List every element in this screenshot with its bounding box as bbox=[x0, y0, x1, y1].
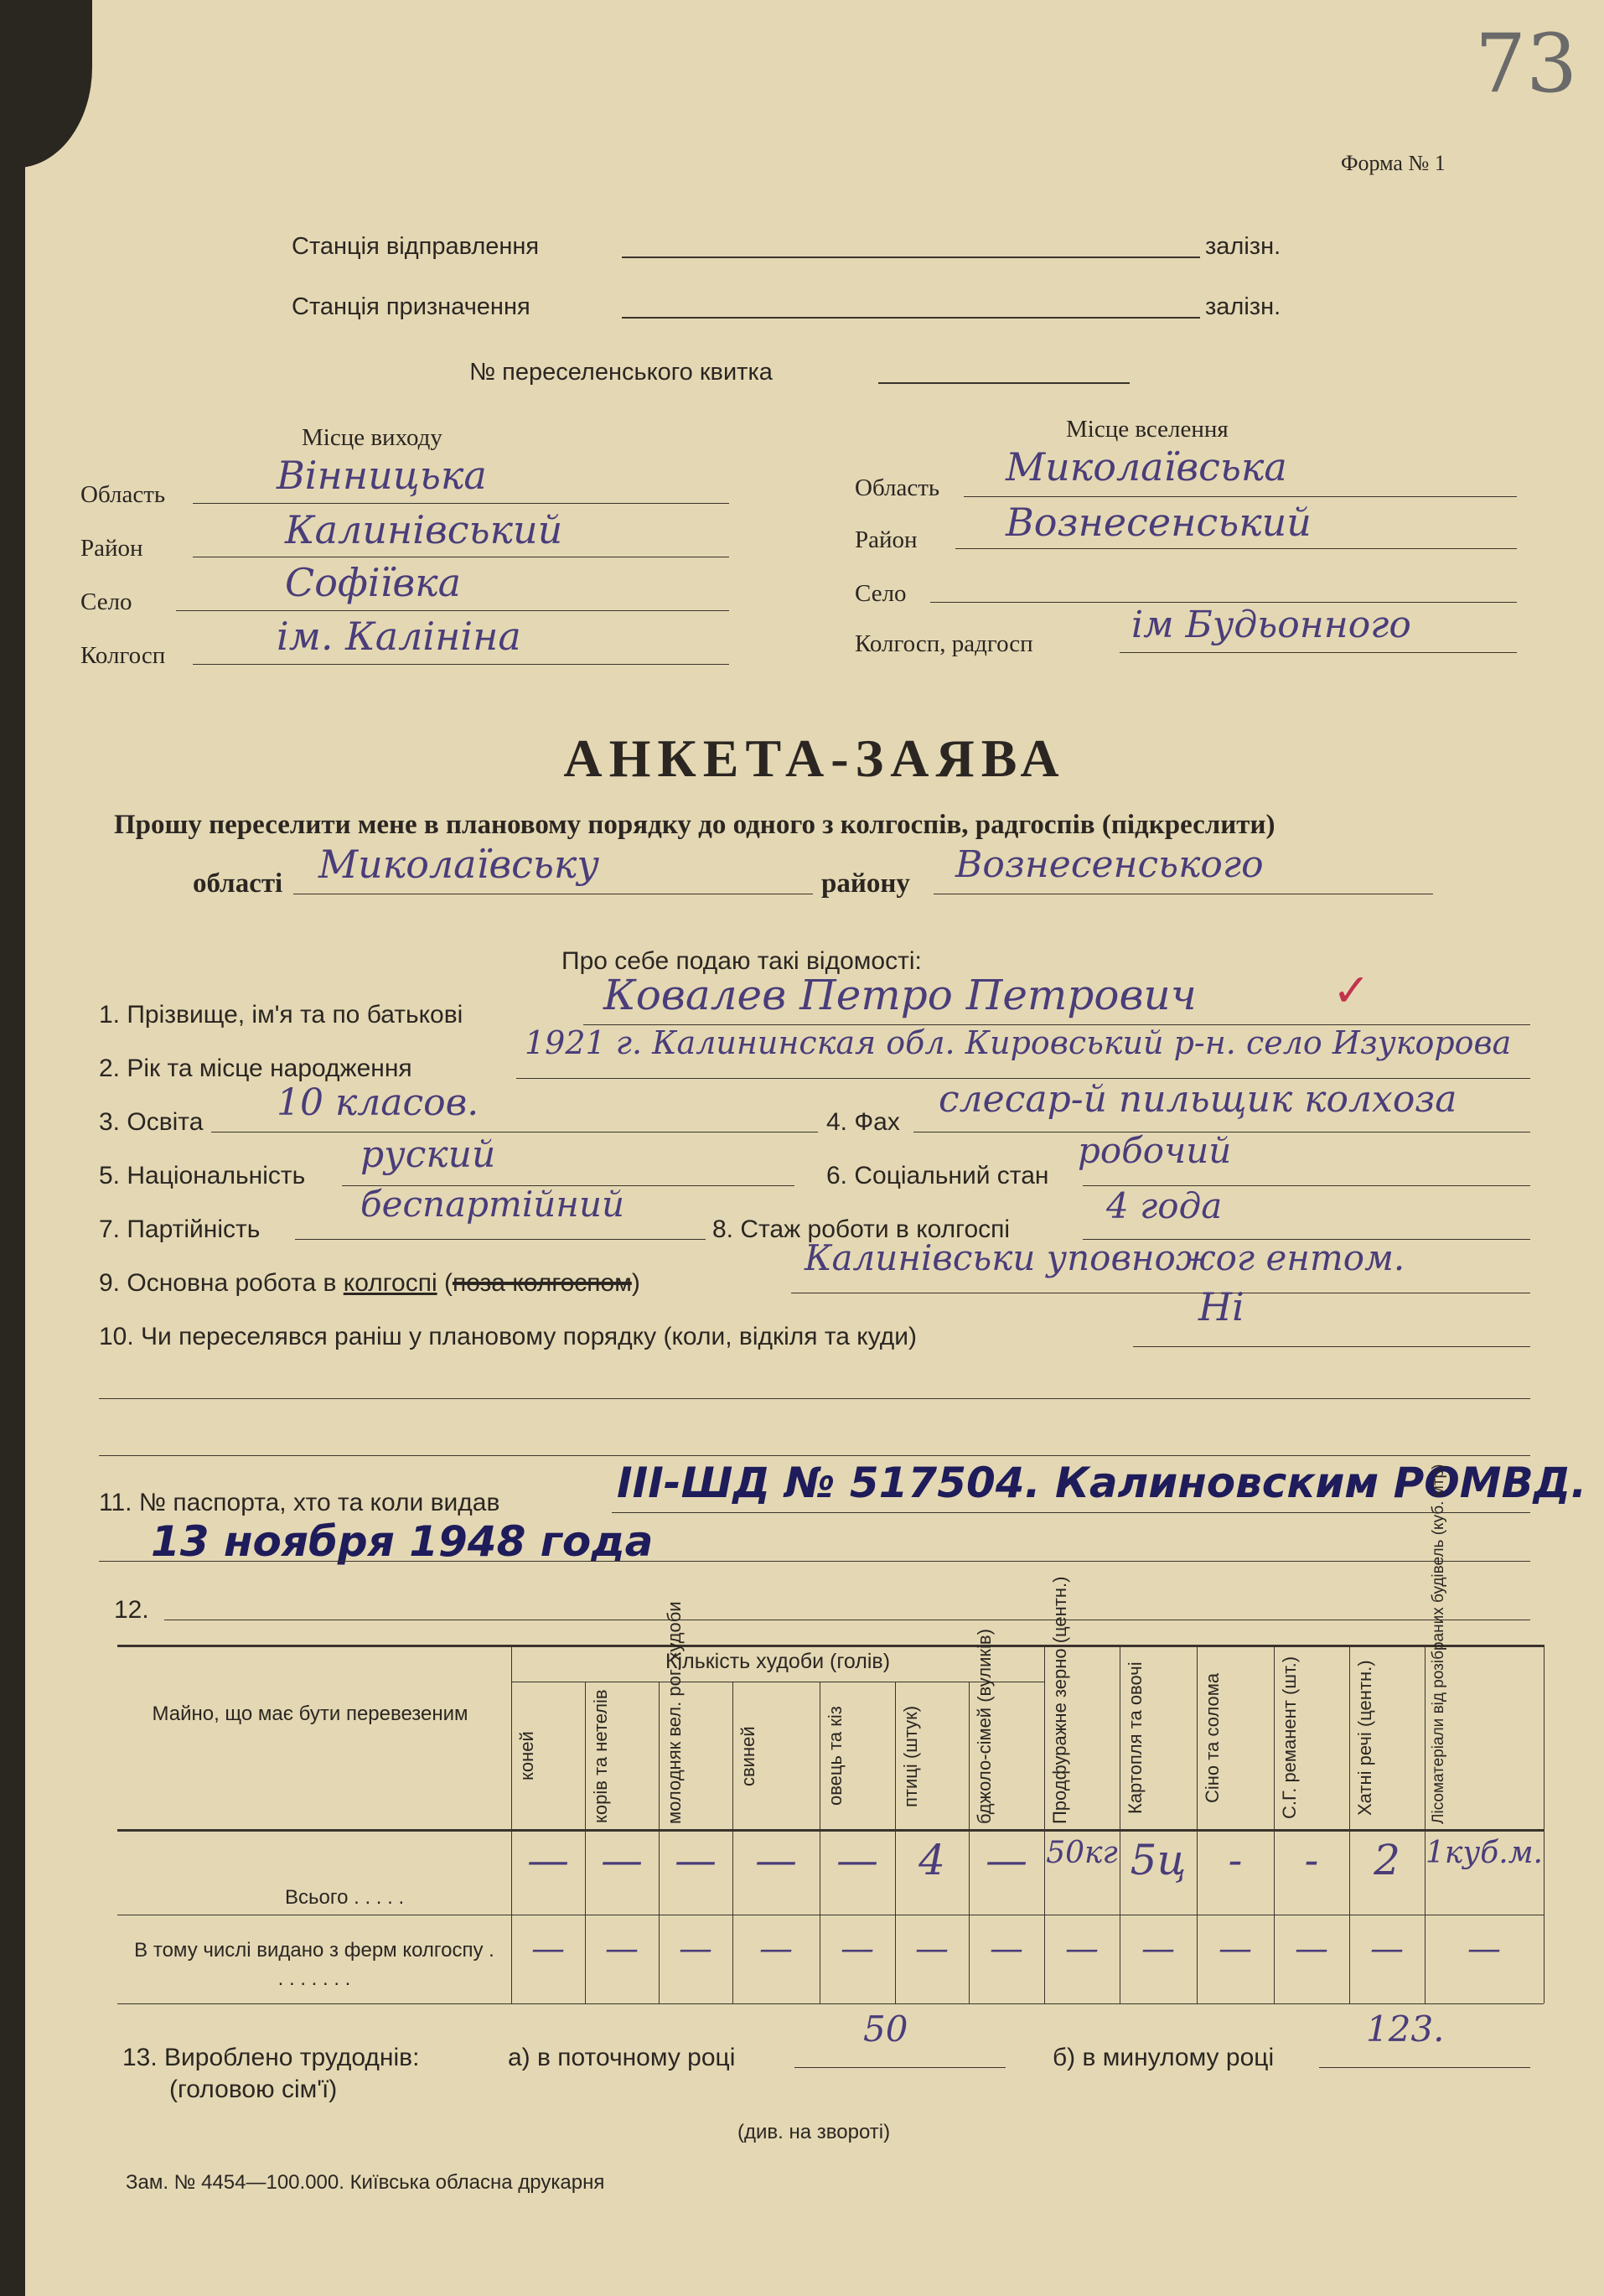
request-raion-label: району bbox=[821, 868, 910, 899]
ferm-cell: — bbox=[841, 1930, 874, 1968]
total-cell: 4 bbox=[918, 1836, 945, 1884]
table-column-header: коней bbox=[516, 1731, 537, 1781]
dest-oblast-label: Область bbox=[855, 474, 940, 501]
field-8-value: 4 года bbox=[1106, 1185, 1223, 1226]
origin-kolhosp-value: ім. Калініна bbox=[277, 614, 521, 659]
table-column-header: молодняк вел. рог. худоби bbox=[664, 1601, 685, 1824]
ferm-cell: — bbox=[1467, 1930, 1501, 1968]
request-oblast-value: Миколаївську bbox=[318, 842, 600, 887]
table-group-header: Кількість худоби (голів) bbox=[665, 1650, 891, 1673]
form-number: Форма № 1 bbox=[1341, 151, 1446, 175]
workdays-prev-label: б) в минулому році bbox=[1053, 2044, 1275, 2071]
ferm-cell: — bbox=[990, 1930, 1023, 1968]
form-sheet bbox=[25, 0, 1604, 2296]
total-cell: 50кг bbox=[1046, 1836, 1118, 1870]
origin-selo-line bbox=[176, 610, 729, 611]
ferm-cell: — bbox=[1065, 1930, 1099, 1968]
total-cell: — bbox=[836, 1836, 878, 1884]
workdays-current-label: а) в поточному році bbox=[508, 2044, 736, 2071]
field-12-label: 12. bbox=[114, 1596, 149, 1624]
field-7-line bbox=[295, 1239, 706, 1240]
workdays-current-line bbox=[794, 2067, 1006, 2068]
field-2-label: 2. Рік та місце народження bbox=[99, 1055, 412, 1082]
ferm-cell: — bbox=[605, 1930, 639, 1968]
total-cell: - bbox=[1228, 1836, 1243, 1884]
workdays-current-value: 50 bbox=[863, 2008, 908, 2050]
dest-raion-line bbox=[955, 548, 1517, 549]
field-1-value: Ковалев Петро Петрович bbox=[603, 971, 1197, 1019]
table-column-header: свиней bbox=[737, 1726, 758, 1786]
table-column-header: Картопля та овочі bbox=[1125, 1661, 1146, 1814]
form-title: АНКЕТА-ЗАЯВА bbox=[563, 728, 1066, 788]
station-departure-suffix: залізн. bbox=[1205, 233, 1281, 260]
table-column-header: Лісоматеріали від розібраних будівель (куб. мтр) bbox=[1430, 1464, 1447, 1824]
ferm-cell: — bbox=[1219, 1930, 1252, 1968]
origin-raion-value: Калинівський bbox=[285, 507, 563, 552]
field-10-line-2 bbox=[99, 1398, 1530, 1399]
field-7-label: 7. Партійність bbox=[99, 1215, 261, 1243]
dest-selo-label: Село bbox=[855, 580, 907, 607]
ticket-line bbox=[878, 382, 1130, 384]
table-column-header: птиці (штук) bbox=[900, 1705, 921, 1807]
field-10-line bbox=[1133, 1346, 1530, 1347]
ticket-label: № переселенського квитка bbox=[469, 359, 773, 386]
ferm-cell: — bbox=[1370, 1930, 1404, 1968]
station-departure-line bbox=[622, 257, 1200, 258]
field-7-value: беспартійний bbox=[360, 1184, 625, 1225]
origin-oblast-label: Область bbox=[80, 481, 166, 508]
torn-corner bbox=[0, 0, 92, 168]
request-raion-value: Вознесенського bbox=[955, 843, 1264, 886]
dest-kolhosp-label: Колгосп, радгосп bbox=[855, 630, 1033, 657]
table-column-header: Продфуражне зерно (центн.) bbox=[1049, 1576, 1070, 1824]
overleaf-note: (див. на звороті) bbox=[737, 2121, 891, 2143]
destination-heading: Місце вселення bbox=[1066, 416, 1229, 443]
table-column-header: овець та кіз bbox=[825, 1706, 846, 1806]
station-arrival-label: Станція призначення bbox=[292, 293, 530, 320]
request-text: Прошу переселити мене в плановому порядку до одного з колгоспів, радгоспів (підкреслити) bbox=[114, 810, 1275, 840]
total-cell: — bbox=[601, 1836, 643, 1884]
field-11-line bbox=[612, 1512, 1530, 1513]
station-arrival-line bbox=[622, 317, 1200, 319]
origin-kolhosp-label: Колгосп bbox=[80, 642, 166, 669]
total-cell: — bbox=[986, 1836, 1027, 1884]
field-6-value: робочий bbox=[1078, 1130, 1232, 1171]
field-1-label: 1. Прізвище, ім'я та по батькові bbox=[99, 1001, 463, 1029]
station-arrival-suffix: залізн. bbox=[1205, 293, 1281, 320]
field-3-label: 3. Освіта bbox=[99, 1108, 204, 1136]
total-cell: - bbox=[1304, 1836, 1319, 1884]
field-2-value: 1921 г. Калининская обл. Кировський р-н. село Изукорова bbox=[525, 1024, 1512, 1061]
table-column-header: корів та нетелів bbox=[590, 1689, 611, 1823]
table-column-header: Сіно та солома bbox=[1202, 1672, 1223, 1803]
origin-kolhosp-line bbox=[193, 664, 729, 665]
dest-kolhosp-line bbox=[1120, 652, 1517, 653]
field-8-label: 8. Стаж роботи в колгоспі bbox=[712, 1215, 1011, 1243]
workdays-label: 13. Вироблено трудоднів: bbox=[122, 2044, 420, 2071]
dest-raion-value: Вознесенський bbox=[1006, 500, 1312, 545]
field-3-value: 10 класов. bbox=[277, 1081, 479, 1124]
origin-heading: Місце виходу bbox=[302, 424, 442, 451]
field-11-line-2 bbox=[99, 1561, 1530, 1562]
dest-selo-line bbox=[930, 602, 1517, 603]
dest-kolhosp-value: ім Будьонного bbox=[1131, 604, 1411, 646]
total-cell: — bbox=[755, 1836, 797, 1884]
origin-oblast-value: Вінницька bbox=[277, 453, 487, 498]
check-mark: ✓ bbox=[1332, 964, 1371, 1017]
field-9-value: Калинівськи уповножог ентом. bbox=[805, 1237, 1405, 1278]
row-total-label: Всього . . . . . bbox=[285, 1886, 405, 1909]
total-cell: 2 bbox=[1374, 1836, 1400, 1884]
ferm-cell: — bbox=[531, 1930, 565, 1968]
row-ferm-label: В тому числі видано з ферм колгоспу . . . . . . . . bbox=[134, 1939, 494, 1990]
request-oblast-label: області bbox=[193, 868, 283, 899]
field-11-value-2: 13 ноября 1948 года bbox=[151, 1517, 654, 1566]
field-10-label: 10. Чи переселявся раніш у плановому порядку (коли, відкіля та куди) bbox=[99, 1323, 918, 1350]
ferm-cell: — bbox=[1295, 1930, 1328, 1968]
dest-raion-label: Район bbox=[855, 526, 918, 553]
ferm-cell: — bbox=[759, 1930, 793, 1968]
dest-oblast-line bbox=[964, 496, 1517, 497]
field-11-value: III-ШД № 517504. Калиновским РОМВД. bbox=[617, 1459, 1587, 1507]
ferm-cell: — bbox=[679, 1930, 712, 1968]
workdays-prev-line bbox=[1319, 2067, 1530, 2068]
table-top-rule bbox=[117, 1645, 1544, 1647]
field-6-label: 6. Соціальний стан bbox=[826, 1162, 1049, 1189]
origin-selo-label: Село bbox=[80, 588, 132, 615]
total-cell: 1куб.м. bbox=[1425, 1836, 1543, 1870]
table-column-header: С.Г. реманент (шт.) bbox=[1279, 1656, 1300, 1820]
field-10-line-3 bbox=[99, 1455, 1530, 1456]
field-4-value: слесар-й пильщик колхоза bbox=[939, 1078, 1457, 1121]
printer-note: Зам. № 4454—100.000. Київська обласна друкарня bbox=[126, 2171, 605, 2194]
table-column-header: бджоло-сімей (вуликів) bbox=[974, 1629, 995, 1824]
origin-selo-value: Софіївка bbox=[285, 560, 461, 605]
field-11-label: 11. № паспорта, хто та коли видав bbox=[99, 1489, 500, 1516]
origin-raion-label: Район bbox=[80, 535, 143, 562]
workdays-sub: (головою сім'ї) bbox=[169, 2076, 338, 2103]
ferm-cell: — bbox=[1141, 1930, 1175, 1968]
workdays-prev-value: 123. bbox=[1366, 2008, 1445, 2050]
archive-page-number: 73 bbox=[1475, 17, 1578, 111]
info-intro: Про себе подаю такі відомості: bbox=[561, 947, 922, 975]
field-5-value: руский bbox=[360, 1133, 496, 1176]
total-cell: — bbox=[527, 1836, 569, 1884]
field-10-value: Ні bbox=[1198, 1284, 1244, 1329]
dest-oblast-value: Миколаївська bbox=[1006, 444, 1287, 490]
origin-oblast-line bbox=[193, 503, 729, 504]
total-cell: 5ц bbox=[1130, 1836, 1187, 1884]
table-bottom-rule bbox=[117, 2003, 1544, 2004]
table-column-header: Хатні речі (центн.) bbox=[1354, 1660, 1375, 1816]
field-9-label: 9. Основна робота в колгоспі (поза колгоспом) bbox=[99, 1269, 640, 1297]
table-row-header: Майно, що має бути перевезеним bbox=[152, 1703, 468, 1725]
station-departure-label: Станція відправлення bbox=[292, 233, 540, 260]
field-4-label: 4. Фах bbox=[826, 1108, 900, 1136]
ferm-cell: — bbox=[915, 1930, 949, 1968]
table-header-rule bbox=[117, 1829, 1544, 1832]
field-5-label: 5. Національність bbox=[99, 1162, 306, 1189]
total-cell: — bbox=[675, 1836, 717, 1884]
